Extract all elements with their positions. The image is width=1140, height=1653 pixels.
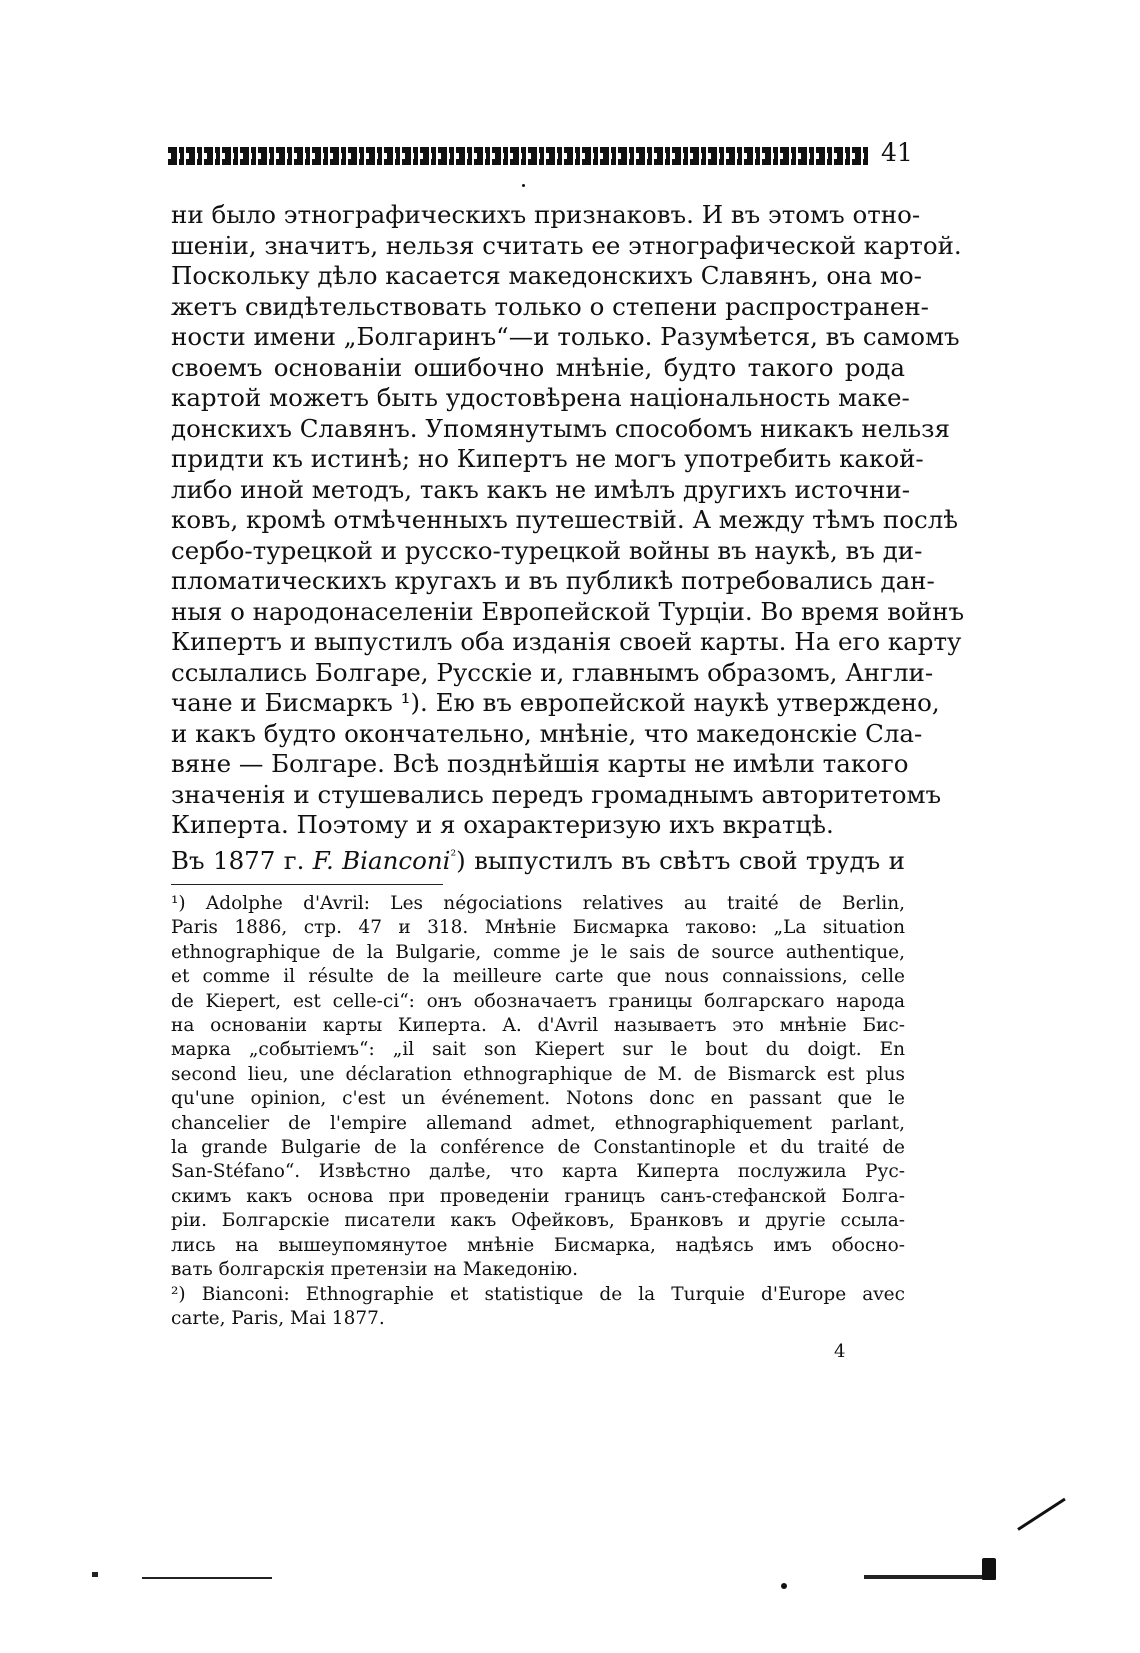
bottom-rule-left bbox=[142, 1577, 272, 1579]
body-line: картой можетъ быть удостовѣрена національность маке- bbox=[171, 383, 910, 412]
footnote-line: скимъ какъ основа при проведеніи границъ санъ-стефанской Болга- bbox=[171, 1185, 905, 1207]
header-ornament-rule bbox=[168, 147, 868, 165]
body-last-line-prefix: Въ 1877 г. bbox=[171, 845, 313, 875]
footnote-line: la grande Bulgarie de la conférence de Constantinople et du traité de bbox=[171, 1137, 905, 1159]
footnote-line: Paris 1886, стр. 47 и 318. Мнѣніе Бисмарка таково: „La situation bbox=[171, 917, 905, 939]
bottom-ink-mark bbox=[982, 1558, 996, 1580]
body-line: Кипертъ и выпустилъ оба изданія своей карты. На его карту bbox=[171, 627, 962, 656]
body-line: Киперта. Поэтому и я охарактеризую ихъ вкратцѣ. bbox=[171, 810, 834, 839]
footnote-line: de Kiepert, est celle-ci“: онъ обозначаетъ границы болгарскаго народа bbox=[171, 990, 905, 1012]
body-line: сербо-турецкой и русско-турецкой войны въ наукѣ, въ ди- bbox=[171, 535, 923, 565]
body-last-line bbox=[171, 841, 905, 877]
footnote-separator bbox=[171, 884, 443, 885]
body-line: ссылались Болгаре, Русскіе и, главнымъ образомъ, Англи- bbox=[171, 657, 934, 687]
bottom-dot-mark bbox=[781, 1583, 787, 1589]
body-line: придти къ истинѣ; но Кипертъ не могъ употребить какой- bbox=[171, 444, 924, 473]
body-text bbox=[171, 200, 965, 876]
body-line: чане и Бисмаркъ ¹). Ею въ европейской наукѣ утверждено, bbox=[171, 688, 940, 717]
footnote-line: лись на вышеупомянутое мнѣніе Бисмарка, надѣясь имъ обосно- bbox=[171, 1234, 905, 1256]
footnotes bbox=[171, 892, 905, 1331]
body-line: и какъ будто окончательно, мнѣніе, что македонскіе Сла- bbox=[171, 718, 923, 748]
speck-mark bbox=[522, 184, 525, 187]
footnote-line: carte, Paris, Mai 1877. bbox=[171, 1307, 385, 1329]
footnote-line: San-Stéfano“. Извѣстно далѣе, что карта Киперта послужила Рус- bbox=[171, 1161, 905, 1183]
footnote-ref-2: ² bbox=[450, 847, 457, 864]
footnote-line: вать болгарскія претензіи на Македонію. bbox=[171, 1259, 578, 1281]
footnote-line: марка „событіемъ“: „il sait son Kiepert sur le bout du doigt. En bbox=[171, 1039, 905, 1061]
footnote-line: ріи. Болгарскіе писатели какъ Офейковъ, Бранковъ и другіе ссыла- bbox=[171, 1210, 905, 1232]
footnote-line: qu'une opinion, c'est un événement. Notons donc en passant que le bbox=[171, 1088, 905, 1110]
body-line: своемъ основаніи ошибочно мнѣніе, будто такого рода bbox=[171, 352, 905, 382]
body-line: ности имени „Болгаринъ“—и только. Разумѣется, въ самомъ bbox=[171, 322, 960, 351]
footnote-line: ²) Bianconi: Ethnographie et statistique de la Turquie d'Europe avec bbox=[171, 1283, 905, 1305]
pen-stroke-mark bbox=[1017, 1498, 1066, 1531]
body-line: пломатическихъ кругахъ и въ публикѣ потребовались дан- bbox=[171, 566, 935, 595]
body-line: либо иной методъ, такъ какъ не имѣлъ другихъ источни- bbox=[171, 474, 911, 504]
footnote-line: ¹) Adolphe d'Avril: Les négociations relatives au traité de Berlin, bbox=[171, 893, 905, 914]
body-line: ковъ, кромѣ отмѣченныхъ путешествій. А между тѣмъ послѣ bbox=[171, 505, 959, 534]
footnote-line: ethnographique de la Bulgarie, comme je le sais de source authentique, bbox=[171, 941, 905, 963]
author-name-bianconi: F. Bianconi bbox=[312, 845, 451, 875]
page-number: 41 bbox=[881, 138, 913, 167]
footnote-line: et comme il résulte de la meilleure carte que nous connaissions, celle bbox=[171, 966, 905, 988]
bottom-rule-right bbox=[864, 1575, 982, 1579]
body-line: вяне — Болгаре. Всѣ позднѣйшія карты не имѣли такого bbox=[171, 749, 909, 778]
footnote-line: second lieu, une déclaration ethnographique de M. de Bismarck est plus bbox=[171, 1063, 905, 1085]
body-line: ныя о народонаселеніи Европейской Турціи. Во время войнъ bbox=[171, 596, 965, 626]
bottom-tick-mark bbox=[92, 1572, 98, 1577]
body-line: Поскольку дѣло касается македонскихъ Славянъ, она мо- bbox=[171, 261, 922, 290]
body-line: жетъ свидѣтельствовать только о степени распространен- bbox=[171, 291, 929, 321]
body-last-line-suffix: ) выпустилъ въ свѣтъ свой трудъ и bbox=[456, 845, 905, 875]
footnote-line: на основаніи карты Киперта. A. d'Avril называетъ это мнѣніе Бис- bbox=[171, 1015, 905, 1037]
body-line: донскихъ Славянъ. Упомянутымъ способомъ никакъ нельзя bbox=[171, 413, 950, 443]
body-line: ни было этнографическихъ признаковъ. И въ этомъ отно- bbox=[171, 200, 921, 229]
body-line: значенія и стушевались передъ громаднымъ авторитетомъ bbox=[171, 779, 942, 809]
footnote-line: chancelier de l'empire allemand admet, ethnographiquement parlant, bbox=[171, 1112, 905, 1134]
body-line: шеніи, значитъ, нельзя считать ее этнографической картой. bbox=[171, 230, 962, 260]
signature-mark: 4 bbox=[834, 1341, 846, 1362]
